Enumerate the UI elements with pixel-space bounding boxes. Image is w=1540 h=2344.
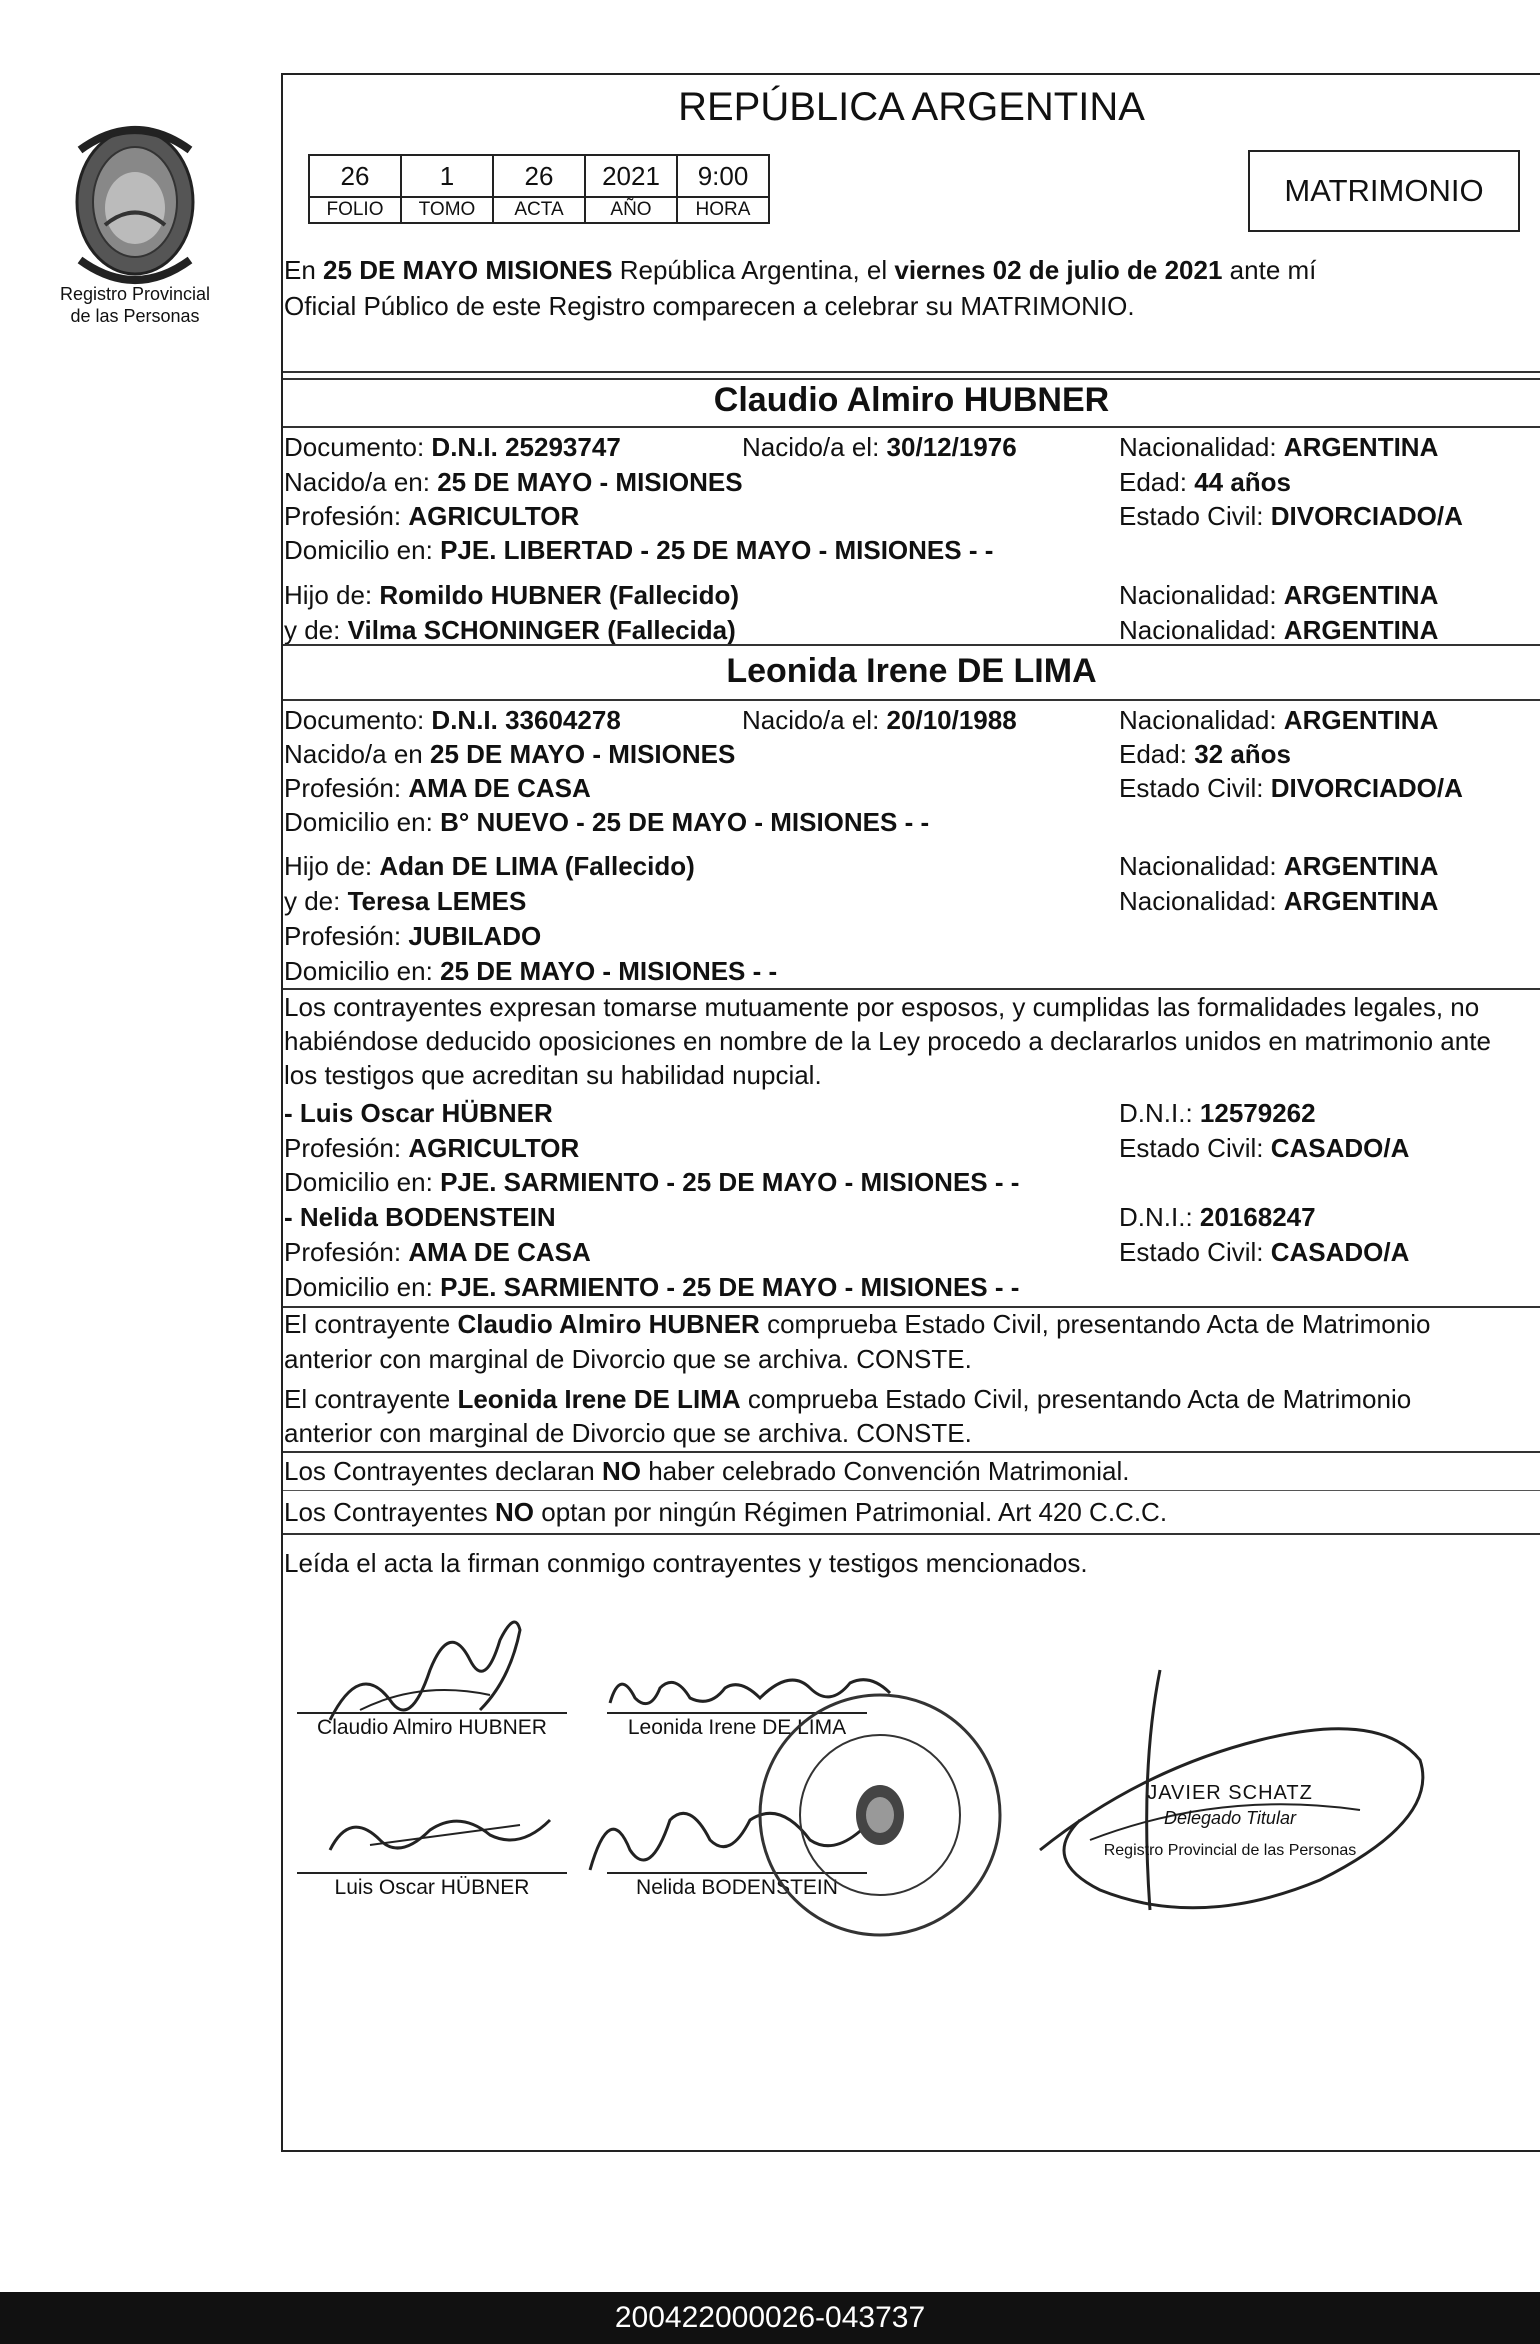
convention-note: Los Contrayentes declaran NO haber celebrado Convención Matrimonial.	[284, 1456, 1130, 1486]
bride-father: Hijo de: Adan DE LIMA (Fallecido)	[284, 851, 695, 881]
witness-1-signature-name: Luis Oscar HÜBNER	[334, 1876, 530, 1899]
groom-name-heading: Claudio Almiro HUBNER	[713, 381, 1110, 419]
year-caption: AÑO	[585, 197, 677, 223]
bride-document: Documento: D.N.I. 33604278	[284, 705, 621, 735]
groom-signature-name: Claudio Almiro HUBNER	[317, 1716, 547, 1739]
bride-mother-address: Domicilio en: 25 DE MAYO - MISIONES - -	[284, 956, 778, 986]
hour-caption: HORA	[677, 197, 769, 223]
groom-birthdate: Nacido/a el: 30/12/1976	[742, 432, 1017, 462]
groom-address: Domicilio en: PJE. LIBERTAD - 25 DE MAYO - MISIONES - -	[284, 535, 994, 565]
note-groom-line-1: El contrayente Claudio Almiro HUBNER comprueba Estado Civil, presentando Acta de Matrimonio	[284, 1309, 1431, 1339]
bride-birthdate: Nacido/a el: 20/10/1988	[742, 705, 1017, 735]
groom-mother: y de: Vilma SCHONINGER (Fallecida)	[284, 615, 736, 645]
groom-birthplace: Nacido/a en: 25 DE MAYO - MISIONES	[284, 467, 743, 497]
bride-address: Domicilio en: B° NUEVO - 25 DE MAYO - MISIONES - -	[284, 807, 930, 837]
groom-civil-status: Estado Civil: DIVORCIADO/A	[1119, 501, 1463, 531]
witness-1-dni: D.N.I.: 12579262	[1119, 1098, 1316, 1128]
hour-value: 9:00	[677, 155, 769, 197]
declaration-line-2: habiéndose deducido oposiciones en nombre de la Ley procedo a declararlos unidos en matrimonio ante	[284, 1026, 1491, 1056]
declaration-line-3: los testigos que acreditan su habilidad nupcial.	[284, 1060, 822, 1090]
officer-organization: Registro Provincial de las Personas	[1103, 1842, 1357, 1859]
bride-mother: y de: Teresa LEMES	[284, 886, 527, 916]
closing-statement: Leída el acta la firman conmigo contrayentes y testigos mencionados.	[284, 1548, 1088, 1578]
bride-name-heading: Leonida Irene DE LIMA	[726, 652, 1097, 690]
bride-civil-status: Estado Civil: DIVORCIADO/A	[1119, 773, 1463, 803]
folio-value: 26	[309, 155, 401, 197]
intro-line-1: En 25 DE MAYO MISIONES República Argentina, el viernes 02 de julio de 2021 ante mí	[284, 255, 1317, 285]
logo-line-1: Registro Provincial	[59, 284, 211, 304]
witness-1-profession: Profesión: AGRICULTOR	[284, 1133, 580, 1163]
document-code-footer: 200422000026-043737	[0, 2292, 1540, 2344]
witness-2-profession: Profesión: AMA DE CASA	[284, 1237, 591, 1267]
groom-father-nationality: Nacionalidad: ARGENTINA	[1119, 580, 1439, 610]
note-bride-line-1: El contrayente Leonida Irene DE LIMA comprueba Estado Civil, presentando Acta de Matrimonio	[284, 1384, 1412, 1414]
bride-profession: Profesión: AMA DE CASA	[284, 773, 591, 803]
acta-value: 26	[493, 155, 585, 197]
registry-logo	[40, 110, 230, 340]
seal-emblem-icon	[40, 110, 230, 290]
witness-1-name: - Luis Oscar HÜBNER	[284, 1098, 553, 1128]
official-stamp-icon	[745, 1680, 1015, 1950]
officer-title: Delegado Titular	[1164, 1808, 1296, 1828]
tomo-value: 1	[401, 155, 493, 197]
year-value: 2021	[585, 155, 677, 197]
bride-age: Edad: 32 años	[1119, 739, 1292, 769]
bride-mother-nationality: Nacionalidad: ARGENTINA	[1119, 886, 1439, 916]
witness-2-name: - Nelida BODENSTEIN	[284, 1202, 556, 1232]
witness-1-address: Domicilio en: PJE. SARMIENTO - 25 DE MAYO - MISIONES - -	[284, 1167, 1020, 1197]
bride-signature-name: Leonida Irene DE LIMA	[627, 1716, 847, 1739]
note-bride-line-2: anterior con marginal de Divorcio que se archiva. CONSTE.	[284, 1418, 972, 1448]
officer-name: JAVIER SCHATZ	[1147, 1782, 1313, 1804]
registry-meta-table	[308, 154, 770, 224]
bride-mother-profession: Profesión: JUBILADO	[284, 921, 542, 951]
note-groom-line-2: anterior con marginal de Divorcio que se archiva. CONSTE.	[284, 1344, 972, 1374]
groom-mother-nationality: Nacionalidad: ARGENTINA	[1119, 615, 1439, 645]
country-title: REPÚBLICA ARGENTINA	[678, 85, 1145, 129]
regime-note: Los Contrayentes NO optan por ningún Régimen Patrimonial. Art 420 C.C.C.	[284, 1497, 1168, 1527]
witness-2-dni: D.N.I.: 20168247	[1119, 1202, 1316, 1232]
folio-caption: FOLIO	[309, 197, 401, 223]
groom-profession: Profesión: AGRICULTOR	[284, 501, 580, 531]
witness-2-signature-name: Nelida BODENSTEIN	[636, 1876, 838, 1899]
witness-2-address: Domicilio en: PJE. SARMIENTO - 25 DE MAYO - MISIONES - -	[284, 1272, 1020, 1302]
bride-birthplace: Nacido/a en 25 DE MAYO - MISIONES	[284, 739, 736, 769]
bride-nationality: Nacionalidad: ARGENTINA	[1119, 705, 1439, 735]
declaration-line-1: Los contrayentes expresan tomarse mutuamente por esposos, y cumplidas las formalidades legales, no	[284, 992, 1480, 1022]
groom-nationality: Nacionalidad: ARGENTINA	[1119, 432, 1439, 462]
groom-age: Edad: 44 años	[1119, 467, 1292, 497]
acta-caption: ACTA	[493, 197, 585, 223]
groom-father: Hijo de: Romildo HUBNER (Fallecido)	[284, 580, 740, 610]
act-type-box: MATRIMONIO	[1248, 150, 1520, 232]
logo-line-2: de las Personas	[70, 306, 200, 326]
intro-line-2: Oficial Público de este Registro comparecen a celebrar su MATRIMONIO.	[284, 291, 1135, 321]
witness-1-civil-status: Estado Civil: CASADO/A	[1119, 1133, 1410, 1163]
tomo-caption: TOMO	[401, 197, 493, 223]
groom-document: Documento: D.N.I. 25293747	[284, 432, 621, 462]
witness-2-civil-status: Estado Civil: CASADO/A	[1119, 1237, 1410, 1267]
bride-father-nationality: Nacionalidad: ARGENTINA	[1119, 851, 1439, 881]
witness-1-signature-icon	[320, 1790, 560, 1870]
